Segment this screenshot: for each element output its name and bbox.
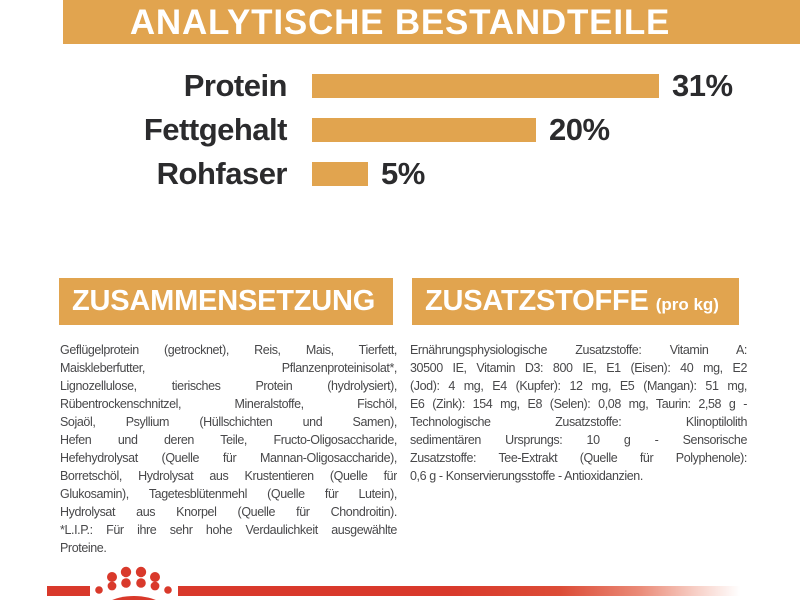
chart-row [0,64,800,108]
paw-crown-icon [85,552,185,600]
text-line: Geflügelprotein (getrocknet), Reis, Mais, Tierfett, [60,343,397,357]
chart-bar [312,118,536,142]
additives-heading [412,278,739,325]
page-title: ANALYTISCHE BESTANDTEILE [129,3,671,42]
text-line: Ernährungsphysiologische Zusatzstoffe: Vitamin A: [410,343,747,357]
chart-value-label: 20% [549,112,610,147]
text-line: Glukosamin), Tagetesblütenmehl (Quelle für Lutein), [60,487,397,501]
text-line: Technologische Zusatzstoffe: Klinoptilolith [410,415,747,429]
text-line: (Jod): 4 mg, E4 (Kupfer): 12 mg, E5 (Mangan): 51 mg, [410,379,747,393]
text-line: 30500 IE, Vitamin D3: 800 IE, E1 (Eisen): 40 mg, E2 [410,361,747,375]
text-line: Maiskleberfutter, Pflanzenproteinisolat*, [60,361,397,375]
footer-red-bar-right [178,586,740,596]
chart-row [0,152,800,196]
text-line: Hefehydrolysat (Quelle für Mannan-Oligosaccharide), [60,451,397,465]
footer-red-bar-left [47,586,90,596]
text-line: Borretschöl, Hydrolysat aus Krustentieren (Quelle für [60,469,397,483]
text-line: 0,6 g - Konservierungsstoffe - Antioxidanzien. [410,469,643,483]
additives-heading-unit: (pro kg) [655,295,719,314]
text-line: Lignozellulose, tierisches Protein (hydrolysiert), [60,379,397,393]
chart-category-label: Rohfaser [156,156,287,191]
analytical-bar-chart [0,64,800,196]
chart-bar [312,162,368,186]
additives-text [410,341,747,485]
chart-bar [312,74,659,98]
composition-heading: ZUSAMMENSETZUNG [59,278,393,325]
text-line: sedimentären Ursprungs: 10 g - Sensorische [410,433,747,447]
text-line: E6 (Zink): 154 mg, E8 (Selen): 0,08 mg, Taurin: 2,58 g - [410,397,747,411]
chart-value-label: 31% [672,68,733,103]
text-line: Hydrolysat aus Knorpel (Quelle für Chondroitin). [60,505,397,519]
text-line: Proteine. [60,541,107,555]
text-line: Hefen und deren Teile, Fructo-Oligosaccharide, [60,433,397,447]
chart-row [0,108,800,152]
text-line: Sojaöl, Psyllium (Hüllschichten und Samen), [60,415,397,429]
composition-text [60,341,397,557]
chart-value-label: 5% [381,156,425,191]
additives-heading-label: ZUSATZSTOFFE [425,285,649,317]
chart-category-label: Protein [183,68,287,103]
text-line: *L.I.P.: Für ihre sehr hohe Verdaulichkeit ausgewählte [60,523,397,537]
text-line: Rübentrockenschnitzel, Mineralstoffe, Fischöl, [60,397,397,411]
text-line: Zusatzstoffe: Tee-Extrakt (Quelle für Polyphenole): [410,451,747,465]
chart-category-label: Fettgehalt [143,112,287,147]
